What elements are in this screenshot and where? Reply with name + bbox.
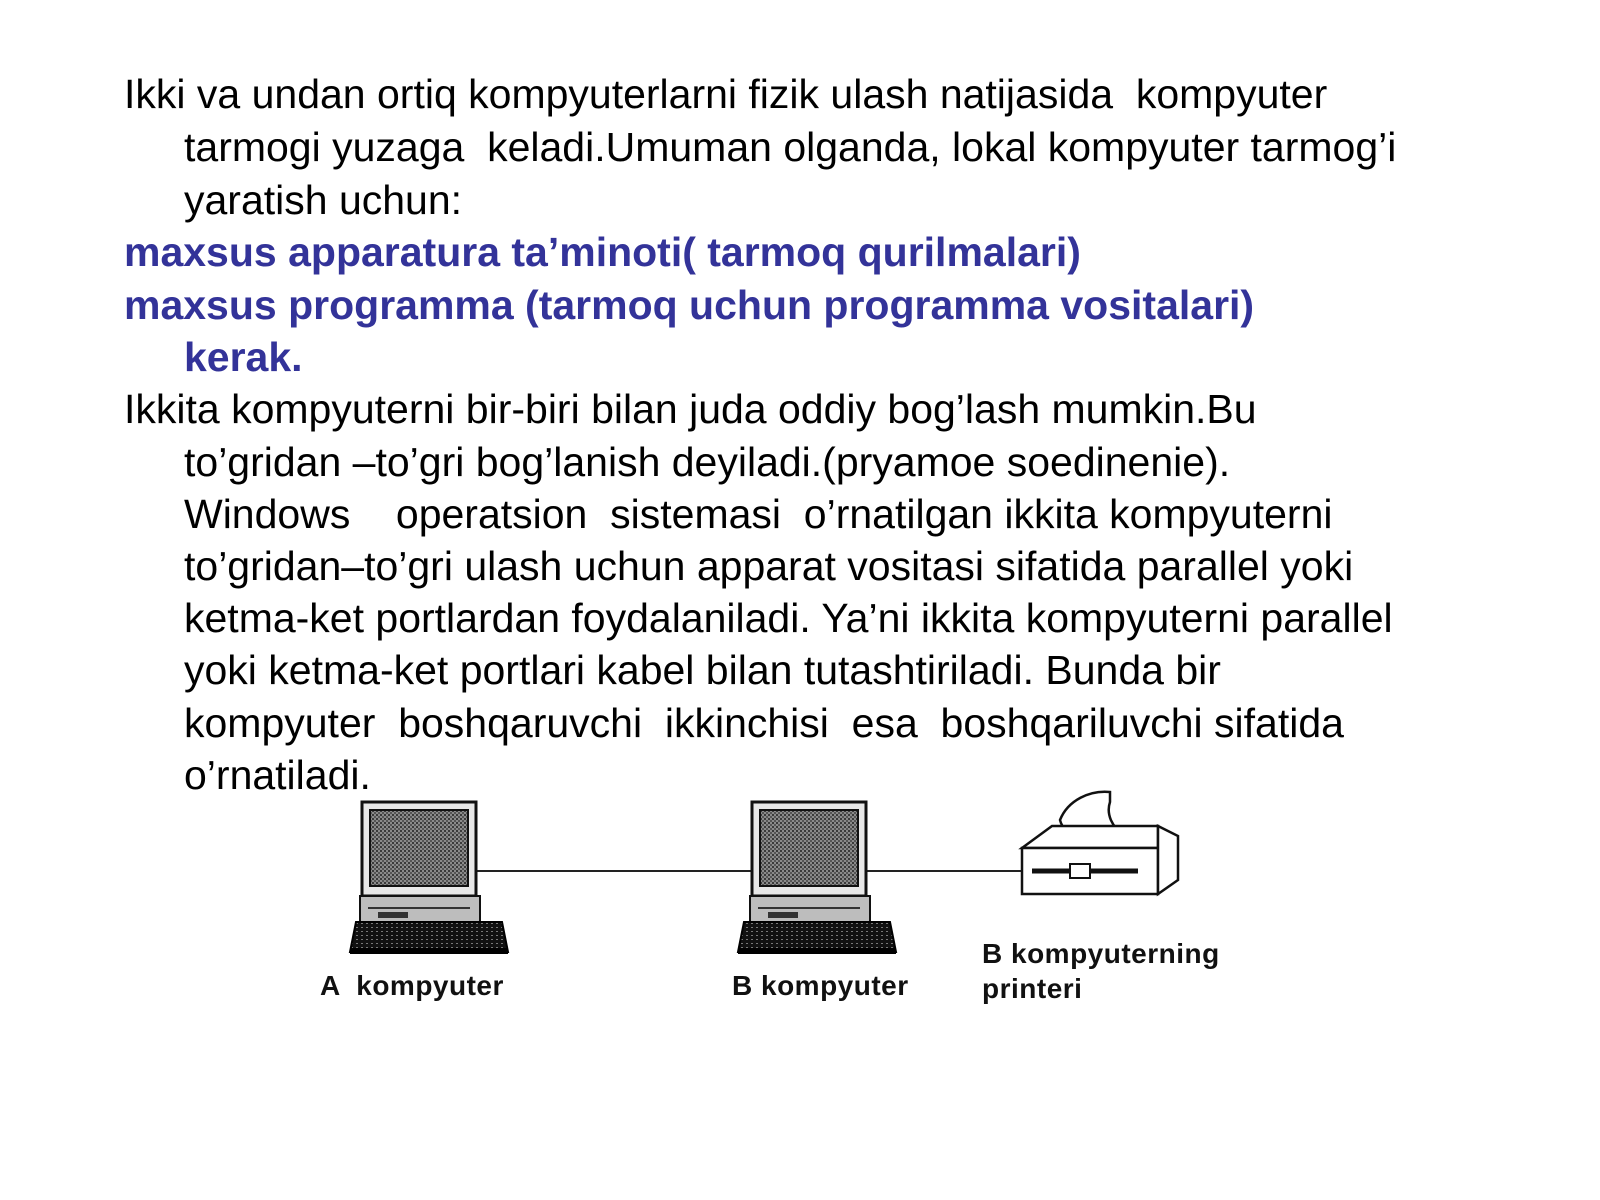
direct-line-5: ketma-ket portlardan foydalaniladi. Ya’ni ikkita kompyuterni parallel: [184, 595, 1393, 641]
computer-b-label: B kompyuter: [732, 970, 909, 1001]
network-diagram: [320, 790, 1260, 1050]
computer-b-icon: [738, 802, 896, 954]
printer-label-line-1: B kompyuterning: [982, 938, 1220, 969]
direct-line-1: Ikkita kompyuterni bir-biri bilan juda oddiy bog’lash mumkin.Bu: [124, 386, 1257, 432]
direct-line-8: o’rnatiladi.: [184, 752, 371, 798]
direct-line-2: to’gridan –to’gri bog’lanish deyiladi.(pryamoe soedinenie).: [184, 439, 1231, 485]
printer-label-line-2: printeri: [982, 973, 1083, 1004]
direct-line-3: Windows operatsion sistemasi o’rnatilgan ikkita kompyuterni: [184, 491, 1333, 537]
requirement-hardware: maxsus apparatura ta’minoti( tarmoq qurilmalari): [124, 229, 1081, 275]
direct-line-4: to’gridan–to’gri ulash uchun apparat vositasi sifatida parallel yoki: [184, 543, 1354, 589]
intro-line-1: Ikki va undan ortiq kompyuterlarni fizik ulash natijasida kompyuter: [124, 71, 1328, 117]
computer-a-icon: [350, 802, 508, 954]
computer-a-label: A kompyuter: [320, 970, 504, 1001]
printer-icon: [1022, 792, 1178, 894]
direct-line-6: yoki ketma-ket portlari kabel bilan tutashtiriladi. Bunda bir: [184, 647, 1221, 693]
diagram-graphics: [320, 790, 1260, 1050]
intro-line-3: yaratish uchun:: [184, 177, 463, 223]
intro-line-2: tarmogi yuzaga keladi.Umuman olganda, lokal kompyuter tarmog’i: [184, 124, 1397, 170]
requirement-software: maxsus programma (tarmoq uchun programma vositalari): [124, 282, 1255, 328]
requirement-conclusion: kerak.: [184, 334, 303, 380]
direct-line-7: kompyuter boshqaruvchi ikkinchisi esa boshqariluvchi sifatida: [184, 700, 1344, 746]
